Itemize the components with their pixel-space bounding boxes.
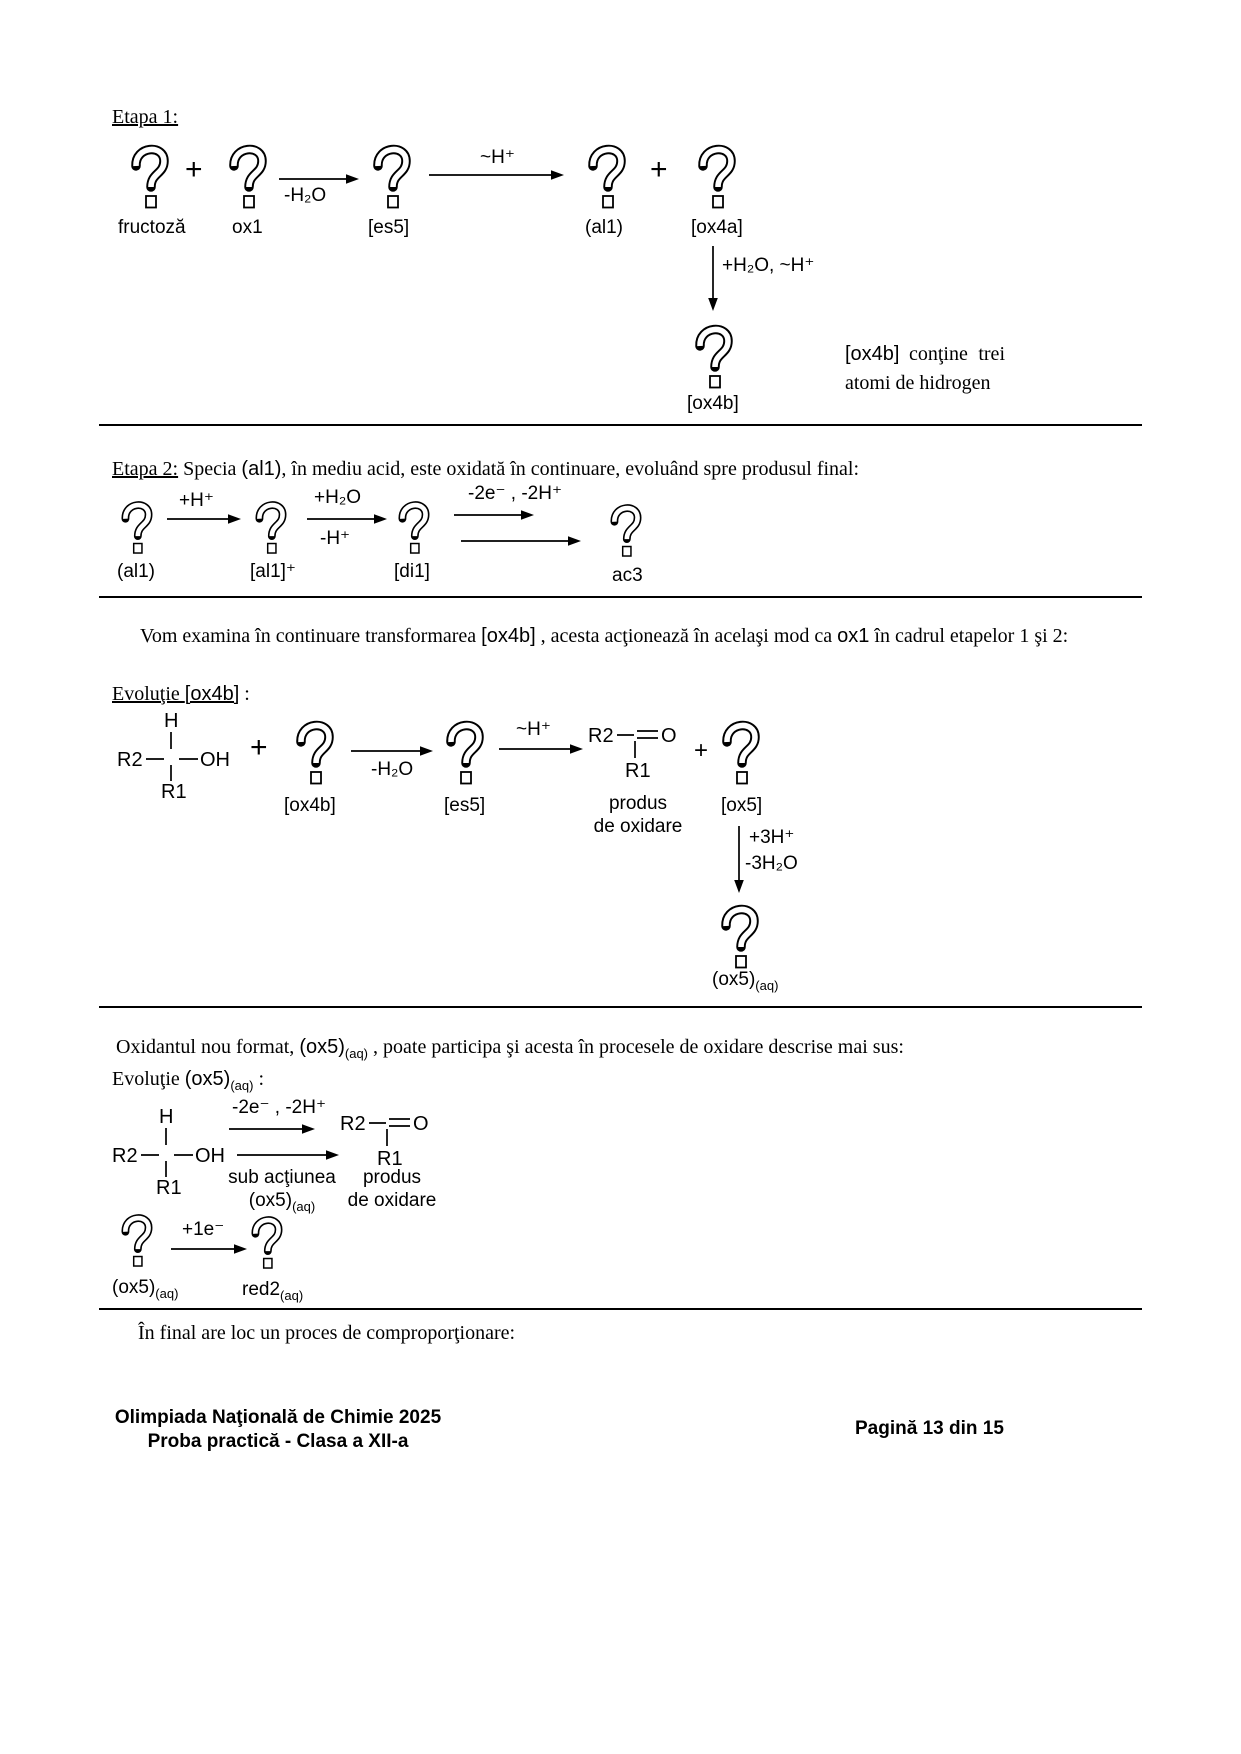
etapa2-heading: Etapa 2: (112, 458, 179, 480)
question-mark-icon (718, 716, 764, 788)
caption-line2: de oxidare (347, 1190, 437, 1211)
ox5-label: [ox5] (721, 795, 763, 816)
al1plus-label: [al1]⁺ (250, 561, 296, 582)
separator (99, 596, 1142, 598)
question-mark-icon (717, 900, 763, 972)
question-mark-icon (252, 497, 290, 557)
reaction-arrow (498, 742, 584, 756)
ox5aq-sub: (aq) (755, 977, 779, 993)
footer-title: Olimpiada Naţională de Chimie 2025 (114, 1407, 442, 1428)
plus-sign: + (650, 153, 668, 186)
code-ref-ox1: ox1 (837, 625, 870, 647)
question-mark-icon (248, 1212, 286, 1272)
body-text: , acesta acţionează în acelaşi mod ca (535, 625, 838, 647)
di1-label: [di1] (394, 561, 430, 582)
body-text: Specia (178, 458, 242, 480)
ketone-structure (588, 722, 698, 786)
ox5-paragraph (116, 1034, 904, 1067)
heading-word: Evoluţie (112, 1068, 185, 1090)
question-mark-icon (442, 716, 488, 788)
arrow-label-hplus: ~H⁺ (480, 147, 515, 168)
code-ref-ox5: (ox5) (299, 1036, 345, 1058)
reaction-arrow (166, 512, 242, 526)
question-mark-icon (369, 140, 415, 212)
reaction-arrow (460, 534, 582, 548)
reaction-arrow (350, 744, 434, 758)
plus-sign: + (185, 153, 203, 186)
arrow-label-hplus: ~H⁺ (516, 719, 551, 740)
reaction-arrow-down (706, 246, 720, 312)
separator (99, 1006, 1142, 1008)
body-text: Vom examina în continuare transformarea (140, 625, 482, 647)
caption-line2: de oxidare (593, 816, 683, 837)
ox5aq-sub: (aq) (292, 1198, 316, 1214)
produs-oxidare-caption (332, 1166, 452, 1212)
heading-code: [ox4b] (184, 683, 240, 705)
arrow-label-electrons: -2e⁻ , -2H⁺ (468, 483, 562, 504)
ox4b-paragraph (107, 621, 1133, 651)
arrow-label-electrons: -2e⁻ , -2H⁺ (232, 1097, 326, 1118)
varrow-label: +H₂O, ~H⁺ (722, 255, 815, 276)
arrow-label-minus-h2o: -H₂O (284, 185, 327, 206)
body-text: în cadrul etapelor 1 şi 2: (869, 625, 1069, 647)
caption-line1: produs (362, 1167, 422, 1188)
code-ref-al1: (al1) (241, 458, 282, 480)
question-mark-icon (395, 497, 433, 557)
ox1-label: ox1 (232, 217, 263, 238)
heading-code-sub: (aq) (230, 1078, 254, 1093)
reaction-arrow (428, 168, 565, 182)
ox4a-label: [ox4a] (691, 217, 743, 238)
footer-subtitle: Proba practică - Clasa a XII-a (147, 1431, 409, 1452)
heading-code: (ox5) (184, 1068, 231, 1090)
question-mark-icon (118, 1210, 156, 1270)
arrow-label-plus-1e: +1e⁻ (182, 1219, 225, 1240)
question-mark-icon (225, 140, 271, 212)
question-mark-icon (691, 320, 737, 392)
body-text: , poate participa şi acesta în procesele de oxidare descrise mai sus: (368, 1036, 904, 1058)
ac3-label: ac3 (612, 565, 643, 586)
heading-colon: : (239, 683, 250, 705)
final-note: În final are loc un proces de comproporţionare: (138, 1322, 516, 1344)
ox4b-label: [ox4b] (284, 795, 336, 816)
varrow-label-bottom: -3H₂O (745, 853, 798, 874)
arrow-label-minus-hplus: -H⁺ (320, 528, 351, 549)
red2-sub: (aq) (280, 1287, 304, 1303)
reaction-arrow (306, 512, 388, 526)
question-mark-icon (127, 140, 173, 212)
evolutie-ox4b-heading (112, 681, 250, 708)
reaction-arrow-down (732, 826, 746, 894)
body-text: , în mediu acid, este oxidată în continuare, evoluând spre produsul final: (281, 458, 860, 480)
plus-sign: + (694, 737, 709, 764)
alcohol-structure (115, 708, 235, 800)
caption-line1: sub acţiunea (228, 1167, 336, 1188)
ox4b-note-text: conţine trei atomi de hidrogen (845, 343, 1005, 394)
question-mark-icon (292, 716, 338, 788)
plus-sign: + (250, 731, 268, 764)
ox5aq-label (112, 1276, 178, 1305)
evolutie-ox5-heading (112, 1066, 264, 1099)
footer-page-number: Pagină 13 din 15 (855, 1418, 1004, 1439)
etapa1-heading: Etapa 1: (112, 106, 179, 128)
arrow-label-plus-hplus: +H⁺ (179, 490, 214, 511)
separator (99, 424, 1142, 426)
reaction-arrow (453, 508, 535, 522)
sub-actiunea-caption (222, 1166, 342, 1218)
code-ref-ox5-sub: (aq) (344, 1046, 369, 1061)
al1-label: (al1) (585, 217, 624, 238)
reaction-arrow (170, 1242, 248, 1256)
ox5aq-main: (ox5) (712, 969, 756, 990)
ox4b-note (845, 341, 1005, 398)
ox4b-label: [ox4b] (687, 393, 739, 414)
fructoza-label: fructoză (118, 217, 186, 238)
body-text: Oxidantul nou format, (116, 1036, 300, 1058)
heading-word: Evoluţie (112, 683, 185, 705)
ketone-structure (340, 1110, 450, 1174)
es5-label: [es5] (444, 795, 486, 816)
produs-oxidare-caption (578, 792, 698, 838)
question-mark-icon (607, 500, 645, 560)
separator (99, 1308, 1142, 1310)
ox4b-note-code: [ox4b] (845, 343, 900, 365)
footer-left (110, 1406, 446, 1454)
code-ref-ox4b: [ox4b] (481, 625, 536, 647)
reaction-arrow (228, 1122, 316, 1136)
ox5aq-main: (ox5) (248, 1190, 293, 1211)
red2-main: red2 (242, 1279, 281, 1300)
arrow-label-minus-h2o: -H₂O (371, 759, 414, 780)
question-mark-icon (694, 140, 740, 212)
ox5aq-sub: (aq) (155, 1285, 179, 1301)
reaction-arrow (236, 1148, 340, 1162)
varrow-label-top: +3H⁺ (749, 827, 795, 848)
red2aq-label (242, 1278, 303, 1307)
alcohol-structure (110, 1104, 230, 1196)
ox5aq-main: (ox5) (112, 1277, 156, 1298)
etapa2-intro (112, 456, 859, 483)
heading-colon: : (253, 1068, 265, 1090)
caption-line1: produs (608, 793, 668, 814)
es5-label: [es5] (368, 217, 410, 238)
al1-label: (al1) (117, 561, 156, 582)
question-mark-icon (584, 140, 630, 212)
ox5aq-label (712, 968, 778, 997)
question-mark-icon (118, 497, 156, 557)
arrow-label-plus-h2o: +H₂O (314, 487, 361, 508)
